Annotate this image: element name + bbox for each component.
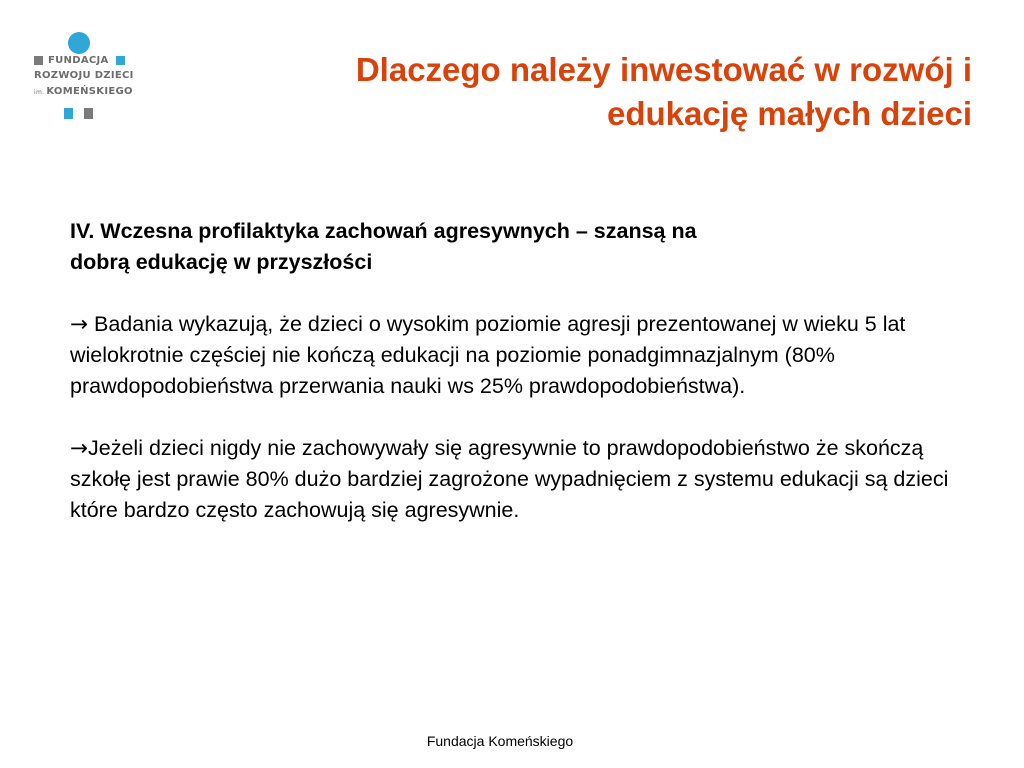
foundation-logo (34, 28, 134, 124)
logo-text-line3 (34, 86, 133, 97)
logo-text-line2: ROZWOJU DZIECI (34, 70, 134, 81)
logo-circle-icon (68, 32, 90, 54)
logo-text-name: KOMEŃSKIEGO (46, 86, 133, 97)
paragraph-1-text: Badania wykazują, że dzieci o wysokim poziomie agresji prezentowanej w wieku 5 lat wielokrotnie częściej nie kończą edukacji na poziomie ponadgimnazjalnym (80% prawdopodobieństwa przerwania nauki ws 25% prawdopodobieństwa). (70, 312, 906, 398)
section-heading (70, 216, 970, 278)
logo-bar-gray-icon (84, 108, 93, 119)
logo-text-line1: FUNDACJA (48, 55, 109, 66)
slide-title-line1: Dlaczego należy inwestować w rozwój i (355, 51, 972, 88)
logo-square-right-icon (116, 56, 125, 65)
paragraph-1 (70, 309, 970, 402)
section-heading-line1: IV. Wczesna profilaktyka zachowań agresywnych – szansą na (70, 219, 697, 243)
slide-content (70, 216, 970, 526)
slide-title (212, 48, 972, 136)
paragraph-2 (70, 433, 970, 526)
paragraph-2-text: Jeżeli dzieci nigdy nie zachowywały się agresywnie to prawdopodobieństwo że skończą szkołę jest prawie 80% dużo bardziej zagrożone wypadnięciem z systemu edukacji są dzieci które bardzo często zachowują się agresywnie. (70, 436, 949, 522)
slide-title-line2: edukację małych dzieci (606, 95, 972, 132)
arrow-right-icon: → (70, 436, 89, 461)
logo-bar-blue-icon (64, 108, 73, 119)
logo-square-left-icon (34, 56, 43, 65)
section-heading-line2: dobrą edukację w przyszłości (70, 250, 373, 274)
slide-footer: Fundacja Komeńskiego (426, 733, 574, 749)
arrow-right-icon: → (70, 312, 89, 337)
logo-text-prefix: im. (34, 89, 45, 96)
